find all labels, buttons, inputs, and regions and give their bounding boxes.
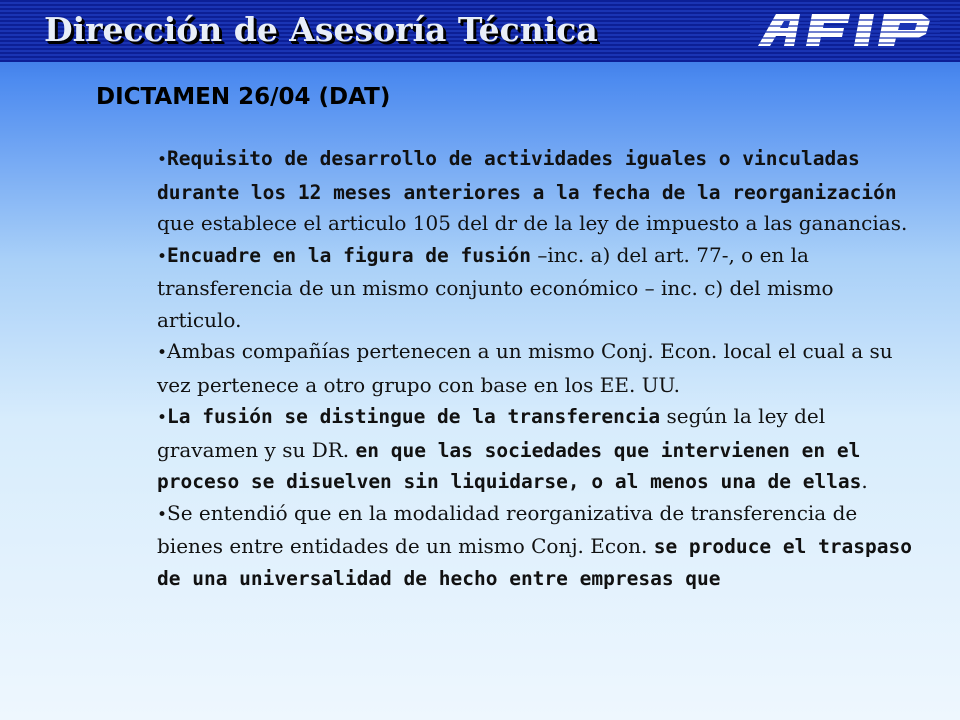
paragraph-5 <box>157 498 917 595</box>
bullet-icon: • <box>157 246 168 267</box>
dictamen-heading: DICTAMEN 26/04 (DAT) <box>96 84 391 110</box>
paragraph-5-bold: se produce el traspaso de una universalidad de hecho entre empresas que <box>157 535 912 590</box>
afip-logo <box>750 12 940 48</box>
paragraph-2-text: –inc. a) del art. 77-, o en la transferencia de un mismo conjunto económico – inc. c) del mismo articulo. <box>157 242 834 332</box>
paragraph-4 <box>157 401 917 498</box>
paragraph-2 <box>157 240 917 337</box>
paragraph-1-text: que establece el articulo 105 del dr de la ley de impuesto a las ganancias. <box>157 211 908 235</box>
paragraph-2-bold: Encuadre en la figura de fusión <box>167 243 531 267</box>
paragraph-1-bold: Requisito de desarrollo de actividades iguales o vinculadas durante los 12 meses anteriores a la fecha de la reorganización <box>157 147 897 204</box>
dictamen-content <box>157 143 917 594</box>
paragraph-3 <box>157 336 917 401</box>
header-banner <box>0 0 960 62</box>
paragraph-4-text: según la ley del gravamen y su DR. <box>157 404 826 462</box>
paragraph-5-text: Se entendió que en la modalidad reorganizativa de transferencia de bienes entre entidades de un mismo Conj. Econ. <box>157 500 858 558</box>
bullet-icon: • <box>157 408 168 428</box>
bullet-icon: • <box>157 343 168 363</box>
header-title: Dirección de Asesoría Técnica <box>44 10 598 49</box>
bullet-icon: • <box>157 150 168 170</box>
paragraph-4-bold: La fusión se distingue de la transferencia <box>167 405 661 428</box>
paragraph-4-bold-2: en que las sociedades que intervienen en el proceso se disuelven sin liquidarse, o al menos una de ellas <box>157 438 862 493</box>
paragraph-3-text: Ambas compañías pertenecen a un mismo Conj. Econ. local el cual a su vez pertenece a otro grupo con base en los EE. UU. <box>157 339 893 397</box>
paragraph-1 <box>157 143 917 240</box>
paragraph-4-text-2: . <box>861 469 868 493</box>
bullet-icon: • <box>157 504 168 525</box>
